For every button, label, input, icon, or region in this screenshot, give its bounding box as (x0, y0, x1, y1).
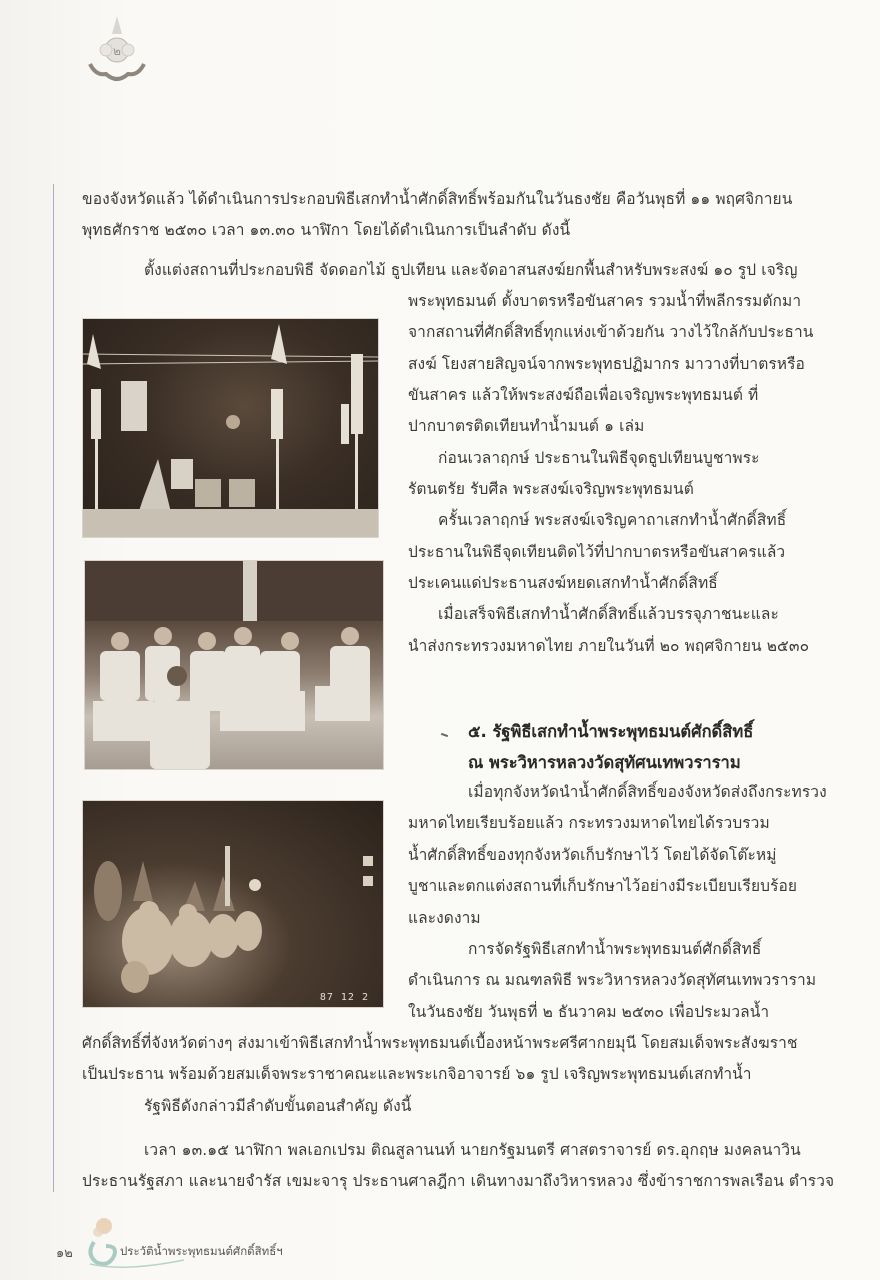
section-heading: ๕. รัฐพิธีเสกทำน้ำพระพุทธมนต์ศักดิ์สิทธิ์ (468, 722, 754, 741)
body-line: พระพุทธมนต์ ตั้งบาตรหรือขันสาคร รวมน้ำที่พลีกรรมตักมา (408, 292, 802, 310)
margin-rule (53, 184, 54, 1192)
body-line: เมื่อทุกจังหวัดนำน้ำศักดิ์สิทธิ์ของจังหวัดส่งถึงกระทรวง (468, 783, 827, 801)
body-line: ศักดิ์สิทธิ์ที่จังหวัดต่างๆ ส่งมาเข้าพิธีเสกทำน้ำพระพุทธมนต์เบื้องหน้าพระศรีศากยมุนี โดยสมเด็จพระสังฆราช (82, 1034, 798, 1052)
body-line: ประธานรัฐสภา และนายจำรัส เขมะจารุ ประธานศาลฎีกา เดินทางมาถึงวิหารหลวง ซึ่งข้าราชการพลเรือน ตำรวจ (82, 1172, 835, 1190)
photo-date-stamp: 87 12 2 (319, 992, 369, 1003)
body-line: พุทธศักราช ๒๕๓๐ เวลา ๑๓.๓๐ นาฬิกา โดยได้ดำเนินการเป็นลำดับ ดังนี้ (82, 221, 571, 239)
body-line: บูชาและตกแต่งสถานที่เก็บรักษาไว้อย่างมีระเบียบเรียบร้อย (408, 877, 798, 895)
body-line: และงดงาม (408, 909, 481, 927)
stray-mark (441, 733, 448, 737)
body-line: ก่อนเวลาฤกษ์ ประธานในพิธีจุดธูปเทียนบูชาพระ (438, 449, 760, 467)
page-number: ๑๒ (56, 1246, 73, 1261)
body-line: ในวันธงชัย วันพุธที่ ๒ ธันวาคม ๒๕๓๐ เพื่อประมวลน้ำ (408, 1003, 770, 1021)
body-line: ครั้นเวลาฤกษ์ พระสงฆ์เจริญคาถาเสกทำน้ำศักดิ์สิทธิ์ (438, 511, 787, 529)
body-line: รัฐพิธีดังกล่าวมีลำดับขั้นตอนสำคัญ ดังนี้ (144, 1097, 412, 1115)
body-line: เป็นประธาน พร้อมด้วยสมเด็จพระราชาคณะและพระเกจิอาจารย์ ๖๑ รูป เจริญพระพุทธมนต์เสกทำน้ำ (82, 1065, 752, 1083)
body-line: ขันสาคร แล้วให้พระสงฆ์ถือเพื่อเจริญพระพุทธมนต์ ที่ (408, 386, 759, 404)
body-line: จากสถานที่ศักดิ์สิทธิ์ทุกแห่งเข้าด้วยกัน วางไว้ใกล้กับประธาน (408, 323, 814, 341)
body-line: การจัดรัฐพิธีเสกทำน้ำพระพุทธมนต์ศักดิ์สิทธิ์ (468, 940, 762, 958)
svg-text:๒: ๒ (113, 44, 121, 58)
lotus-wave-ornament-icon (84, 1212, 194, 1272)
body-line: สงฆ์ โยงสายสิญจน์จากพระพุทธปฏิมากร มาวางที่บาตรหรือ (408, 355, 805, 373)
body-line: รัตนตรัย รับศีล พระสงฆ์เจริญพระพุทธมนต์ (408, 480, 694, 498)
running-title: ประวัติน้ำพระพุทธมนต์ศักดิ์สิทธิ์ฯ (120, 1244, 283, 1258)
body-line: มหาดไทยเรียบร้อยแล้ว กระทรวงมหาดไทยได้รวบรวม (408, 814, 770, 832)
body-line: ดำเนินการ ณ มณฑลพิธี พระวิหารหลวงวัดสุทัศนเทพวราราม (408, 971, 817, 989)
body-line: ประเคนแด่ประธานสงฆ์หยดเสกทำน้ำศักดิ์สิทธิ์ (408, 574, 718, 592)
section-subheading: ณ พระวิหารหลวงวัดสุทัศนเทพวราราม (468, 753, 741, 772)
monks-chanting-photo (82, 800, 384, 1008)
royal-crest-icon (86, 14, 148, 88)
body-line: เมื่อเสร็จพิธีเสกทำน้ำศักดิ์สิทธิ์แล้วบรรจุภาชนะและ (438, 605, 779, 623)
body-line: ตั้งแต่งสถานที่ประกอบพิธี จัดดอกไม้ ธูปเทียน และจัดอาสนสงฆ์ยกพื้นสำหรับพระสงฆ์ ๑๐ รูป เจริญ (144, 261, 798, 279)
body-line: ประธานในพิธีจุดเทียนติดไว้ที่ปากบาตรหรือขันสาครแล้ว (408, 543, 786, 561)
ceremony-altar-photo (82, 318, 379, 538)
officials-seated-photo (84, 560, 384, 770)
body-line: ของจังหวัดแล้ว ได้ดำเนินการประกอบพิธีเสกทำน้ำศักดิ์สิทธิ์พร้อมกันในวันธงชัย คือวันพุธที่ ๑๑ พฤศจิกายน (82, 190, 793, 208)
body-line: น้ำศักดิ์สิทธิ์ของทุกจังหวัดเก็บรักษาไว้ โดยได้จัดโต๊ะหมู่ (408, 846, 777, 864)
body-line: นำส่งกระทรวงมหาดไทย ภายในวันที่ ๒๐ พฤศจิกายน ๒๕๓๐ (408, 637, 810, 655)
body-line: ปากบาตรติดเทียนทำน้ำมนต์ ๑ เล่ม (408, 417, 645, 435)
body-line: เวลา ๑๓.๑๕ นาฬิกา พลเอกเปรม ติณสูลานนท์ นายกรัฐมนตรี ศาสตราจารย์ ดร.อุกฤษ มงคลนาวิน (144, 1141, 801, 1159)
